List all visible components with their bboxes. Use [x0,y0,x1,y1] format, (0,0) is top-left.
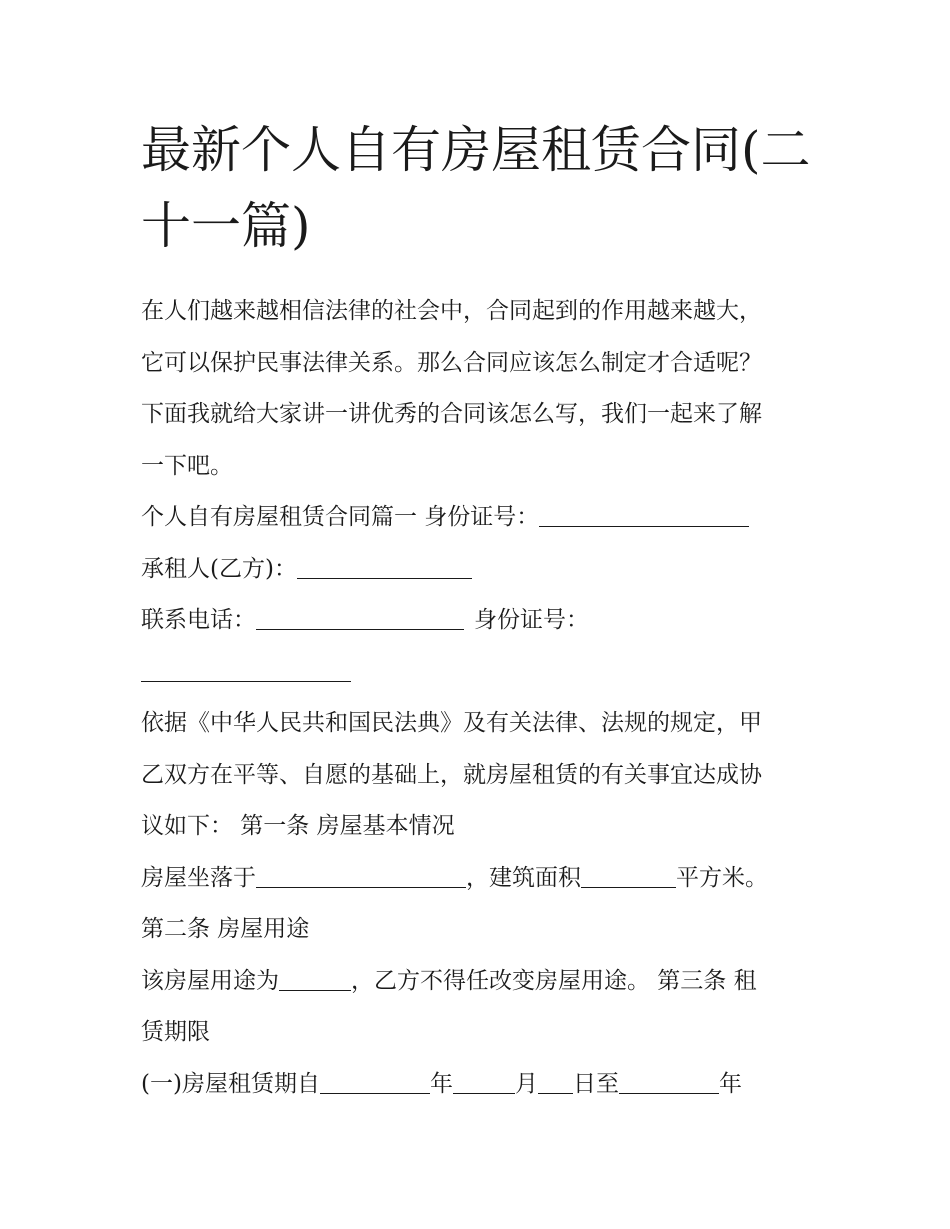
day-to-label: 日至 [572,1070,619,1097]
start-year-blank [320,1071,430,1094]
id-number-blank [539,504,749,527]
party-line-2 [141,544,821,596]
area-label: ，建筑面积 [466,864,581,891]
basis-line-3: 议如下： 第一条 房屋基本情况 [141,813,455,839]
basis-line-2: 乙双方在平等、自愿的基础上，就房屋租赁的有关事宜达成协 [141,761,762,788]
party-line-3 [141,595,821,647]
phone-label: 联系电话： [141,607,256,633]
id-number-blank-2 [141,659,351,682]
title-line-2: 十一篇) [141,197,311,255]
intro-line-2: 它可以保护民事法律关系。那么合同应该怎么制定才合适呢？ [141,349,762,376]
document-page [141,112,821,1110]
usage-line [141,956,821,1008]
document-title [141,112,821,264]
term-line [141,1059,821,1111]
usage-label: 该房屋用途为 [141,967,279,994]
lessee-blank [297,556,472,579]
intro-line-1: 在人们越来越相信法律的社会中，合同起到的作用越来越大， [141,298,762,324]
title-line-1: 最新个人自有房屋租赁合同(二 [141,121,811,179]
location-label: 房屋坐落于 [141,864,256,891]
year-label: 年 [429,1070,453,1097]
start-month-blank [453,1071,515,1094]
year-label-2: 年 [718,1070,742,1097]
end-year-blank [619,1071,719,1094]
area-unit: 平方米。 [676,864,768,891]
basis-line-1: 依据《中华人民共和国民法典》及有关法律、法规的规定，甲 [141,710,762,736]
party-line-1 [141,492,821,544]
intro-line-4: 一下吧。 [141,452,233,479]
month-label: 月 [514,1070,538,1097]
phone-blank [256,607,464,630]
start-day-blank [538,1071,573,1094]
article-2-heading: 第二条 房屋用途 [141,916,310,942]
area-blank [581,865,676,888]
term-label: (一)房屋租赁期自 [141,1070,320,1097]
location-blank [256,865,466,888]
location-line [141,853,821,905]
intro-line-3: 下面我就给大家讲一讲优秀的合同该怎么写，我们一起来了解 [141,401,762,427]
party-line-4 [141,647,821,699]
lessee-label: 承租人(乙方)： [141,555,297,582]
id-number-label-2: 身份证号： [474,607,589,633]
usage-line-2: 赁期限 [141,1019,210,1045]
document-body [141,286,821,1110]
party-line-1-label: 个人自有房屋租赁合同篇一 身份证号： [141,504,540,530]
usage-text: ，乙方不得任改变房屋用途。 第三条 租 [351,967,757,994]
usage-blank [279,968,351,991]
